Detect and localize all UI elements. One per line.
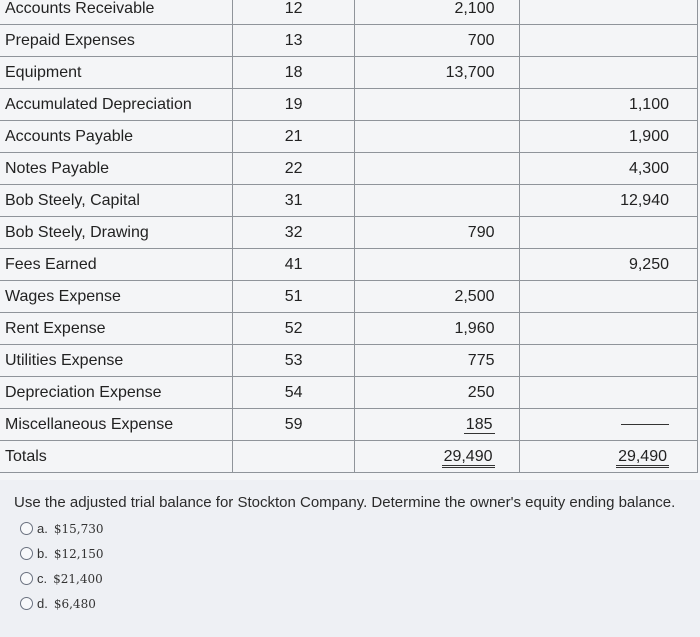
option-letter: a. xyxy=(37,521,48,536)
account-name: Prepaid Expenses xyxy=(0,25,233,57)
credit-total: 29,490 xyxy=(616,448,669,468)
debit-amount xyxy=(354,121,519,153)
debit-amount: 1,960 xyxy=(354,313,519,345)
post-ref: 31 xyxy=(233,185,354,217)
credit-amount xyxy=(519,377,698,409)
radio-button[interactable] xyxy=(20,522,33,535)
account-name: Accumulated Depreciation xyxy=(0,89,233,121)
totals-row xyxy=(0,441,698,473)
credit-amount: 9,250 xyxy=(519,249,698,281)
debit-amount: 250 xyxy=(354,377,519,409)
credit-amount xyxy=(519,345,698,377)
debit-amount: 2,100 xyxy=(354,0,519,25)
table-row xyxy=(0,217,698,249)
debit-value: 185 xyxy=(465,415,493,433)
post-ref: 52 xyxy=(233,313,354,345)
option-value: $6,480 xyxy=(53,596,96,611)
account-name: Accounts Payable xyxy=(0,121,233,153)
credit-underline xyxy=(621,423,669,425)
account-name: Bob Steely, Drawing xyxy=(0,217,233,249)
account-name: Bob Steely, Capital xyxy=(0,185,233,217)
debit-amount: 790 xyxy=(354,217,519,249)
table-row xyxy=(0,313,698,345)
table-row xyxy=(0,0,698,25)
post-ref: 53 xyxy=(233,345,354,377)
radio-button[interactable] xyxy=(20,572,33,585)
debit-amount: 700 xyxy=(354,25,519,57)
option-value: $21,400 xyxy=(53,571,103,586)
table-row xyxy=(0,121,698,153)
table-row xyxy=(0,409,698,441)
debit-total: 29,490 xyxy=(442,448,495,468)
debit-amount: 13,700 xyxy=(354,57,519,89)
option-letter: d. xyxy=(37,596,48,611)
credit-total-cell xyxy=(519,441,698,473)
post-ref: 13 xyxy=(233,25,354,57)
option-d[interactable] xyxy=(20,591,103,616)
debit-amount xyxy=(354,249,519,281)
credit-amount xyxy=(519,217,698,249)
credit-amount: 1,900 xyxy=(519,121,698,153)
table-row xyxy=(0,153,698,185)
post-ref: 18 xyxy=(233,57,354,89)
question-area xyxy=(0,480,700,637)
table-row xyxy=(0,281,698,313)
account-name: Fees Earned xyxy=(0,249,233,281)
table-row xyxy=(0,345,698,377)
radio-button[interactable] xyxy=(20,597,33,610)
account-name: Miscellaneous Expense xyxy=(0,409,233,441)
credit-amount: 1,100 xyxy=(519,89,698,121)
post-ref: 54 xyxy=(233,377,354,409)
table-row xyxy=(0,89,698,121)
debit-amount xyxy=(354,153,519,185)
debit-total-cell xyxy=(354,441,519,473)
debit-amount: 775 xyxy=(354,345,519,377)
credit-amount xyxy=(519,281,698,313)
account-name: Notes Payable xyxy=(0,153,233,185)
account-name: Wages Expense xyxy=(0,281,233,313)
debit-amount xyxy=(354,185,519,217)
radio-button[interactable] xyxy=(20,547,33,560)
post-ref: 12 xyxy=(233,0,354,25)
option-b[interactable] xyxy=(20,541,103,566)
table-row xyxy=(0,25,698,57)
debit-amount xyxy=(354,89,519,121)
post-ref: 21 xyxy=(233,121,354,153)
account-name: Rent Expense xyxy=(0,313,233,345)
option-value: $15,730 xyxy=(53,521,104,536)
post-ref: 51 xyxy=(233,281,354,313)
debit-amount: 2,500 xyxy=(354,281,519,313)
post-ref: 22 xyxy=(233,153,354,185)
account-name: Accounts Receivable xyxy=(0,0,233,25)
table-row xyxy=(0,185,698,217)
post-ref xyxy=(233,441,354,473)
option-letter: b. xyxy=(37,546,48,561)
account-name: Equipment xyxy=(0,57,233,89)
table-row xyxy=(0,377,698,409)
post-ref: 41 xyxy=(233,249,354,281)
credit-amount xyxy=(519,25,698,57)
table-row xyxy=(0,249,698,281)
debit-amount xyxy=(354,409,519,441)
table-row xyxy=(0,57,698,89)
answer-options xyxy=(20,516,103,616)
credit-amount xyxy=(519,57,698,89)
totals-label: Totals xyxy=(0,441,233,473)
option-a[interactable] xyxy=(20,516,103,541)
account-name: Depreciation Expense xyxy=(0,377,233,409)
credit-amount: 4,300 xyxy=(519,153,698,185)
post-ref: 19 xyxy=(233,89,354,121)
option-c[interactable] xyxy=(20,566,103,591)
credit-amount: 12,940 xyxy=(519,185,698,217)
option-value: $12,150 xyxy=(53,546,104,561)
account-name: Utilities Expense xyxy=(0,345,233,377)
credit-amount xyxy=(519,0,698,25)
post-ref: 32 xyxy=(233,217,354,249)
post-ref: 59 xyxy=(233,409,354,441)
credit-amount xyxy=(519,409,698,441)
question-text: Use the adjusted trial balance for Stockton Company. Determine the owner's equity ending balance. xyxy=(14,494,676,511)
option-letter: c. xyxy=(37,571,48,586)
credit-amount xyxy=(519,313,698,345)
